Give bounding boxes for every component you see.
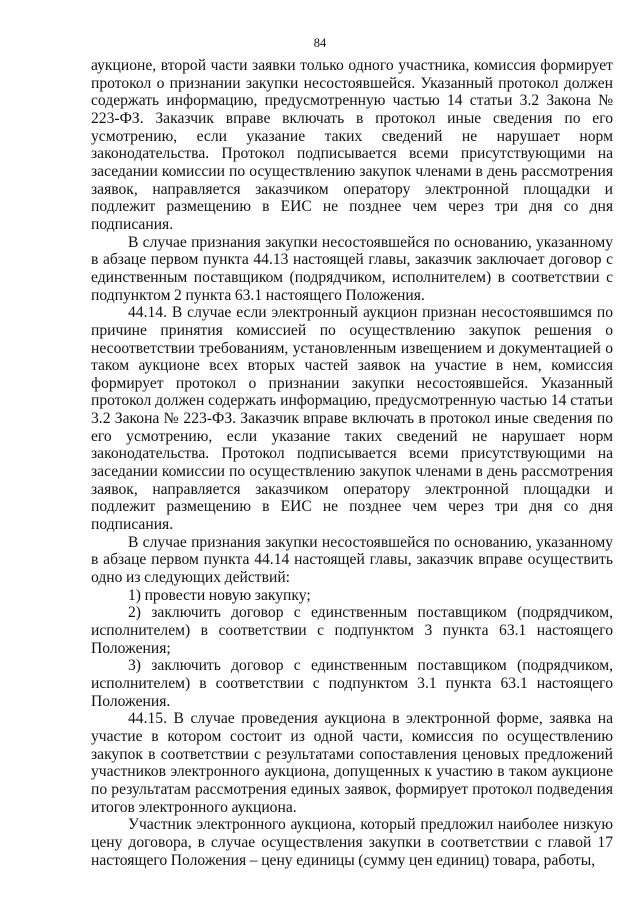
paragraph: аукционе, второй части заявки только одного участника, комиссия формирует протокол о признании закупки несостоявшейся. Указанный протокол должен содержать информацию, предусмотренную частью 14 статьи 3.2 Закона № 223-ФЗ. Заказчик вправе включать в протокол иные сведения по его усмотрению, если указание таких сведений не нарушает норм законодательства. Протокол подписывается всеми присутствующими на заседании комиссии по осуществлению закупок членами в день рассмотрения заявок, направляется заказчиком оператору электронной площадки и подлежит размещению в ЕИС не позднее чем через три дня со дня подписания. xyxy=(91,57,613,233)
page-number: 84 xyxy=(313,36,327,50)
list-item: 2) заключить договор с единственным поставщиком (подрядчиком, исполнителем) в соответствии с подпунктом 3 пункта 63.1 настоящего Положения; xyxy=(91,604,613,657)
paragraph: В случае признания закупки несостоявшейся по основанию, указанному в абзаце первом пункта 44.13 настоящей главы, заказчик заключает договор с единственным поставщиком (подрядчиком, исполнителем) в соответствии с подпунктом 2 пункта 63.1 настоящего Положения. xyxy=(91,233,613,304)
list-item: 1) провести новую закупку; xyxy=(128,586,311,604)
list-item: 3) заключить договор с единственным поставщиком (подрядчиком, исполнителем) в соответствии с подпунктом 3.1 пункта 63.1 настоящего Положения. xyxy=(91,657,613,710)
paragraph: 44.15. В случае проведения аукциона в электронной форме, заявка на участие в котором состоит из одной части, комиссия по осуществлению закупок в соответствии с результатами сопоставления ценовых предложений участников электронного аукциона, допущенных к участию в таком аукционе по результатам рассмотрения единых заявок, формирует протокол подведения итогов электронного аукциона. xyxy=(91,710,613,816)
document-body xyxy=(91,57,613,869)
paragraph: 44.14. В случае если электронный аукцион признан несостоявшимся по причине принятия комиссией по осуществлению закупок решения о несоответствии требованиям, установленным извещением и документацией о таком аукционе всех вторых частей заявок на участие в нем, комиссия формирует протокол о признании закупки несостоявшейся. Указанный протокол должен содержать информацию, предусмотренную частью 14 статьи 3.2 Закона № 223-ФЗ. Заказчик вправе включать в протокол иные сведения по его усмотрению, если указание таких сведений не нарушает норм законодательства. Протокол подписывается всеми присутствующими на заседании комиссии по осуществлению закупок членами в день рассмотрения заявок, направляется заказчиком оператору электронной площадки и подлежит размещению в ЕИС не позднее чем через три дня со дня подписания. xyxy=(91,304,613,534)
paragraph: В случае признания закупки несостоявшейся по основанию, указанному в абзаце первом пункта 44.14 настоящей главы, заказчик вправе осуществить одно из следующих действий: xyxy=(91,533,613,587)
paragraph: Участник электронного аукциона, который предложил наиболее низкую цену договора, в случае осуществления закупки в соответствии с главой 17 настоящего Положения – цену единицы (сумму цен единиц) товара, работы, xyxy=(91,816,613,869)
